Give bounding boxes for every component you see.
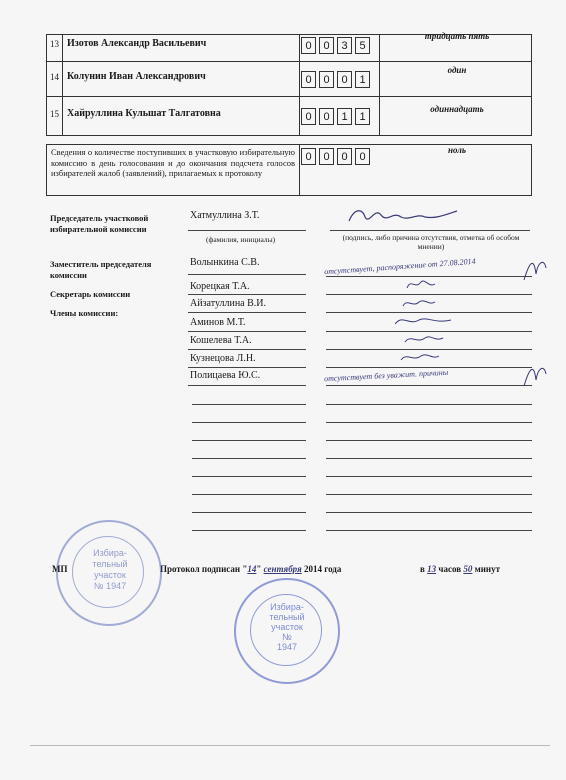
name-line [188, 385, 306, 386]
name-line [192, 404, 306, 405]
hours-label: часов [438, 564, 462, 574]
divider [379, 35, 380, 61]
member-name: Кошелева Т.А. [190, 335, 252, 346]
digit-box: 0 [301, 71, 316, 88]
complaint-digits [301, 148, 370, 165]
row-number: 13 [47, 35, 63, 61]
divider [379, 62, 380, 96]
digit-box: 0 [319, 148, 334, 165]
vote-digits [301, 71, 370, 88]
chair-label: Председатель участковой избирательной комиссии [50, 213, 149, 234]
votes-in-words: один [447, 65, 467, 75]
signed-month: сентября [263, 564, 302, 574]
signature-line [326, 512, 532, 513]
name-line [188, 230, 306, 231]
minutes-label: минут [474, 564, 501, 574]
digit-box: 0 [319, 108, 334, 125]
name-line [188, 331, 306, 332]
signature-line [326, 458, 532, 459]
name-line [192, 494, 306, 495]
divider [299, 145, 300, 195]
divider [299, 97, 300, 135]
signature-line [326, 440, 532, 441]
signed-line: Протокол подписан "14" сентября 2014 года [160, 564, 342, 574]
member-name: Кузнецова Л.Н. [190, 353, 256, 364]
stamp-text: Избира- [270, 602, 304, 612]
signature-line [326, 404, 532, 405]
member-name: Корецкая Т.А. [190, 281, 250, 292]
chair-name: Хатмуллина З.Т. [190, 210, 260, 221]
digit-box: 0 [301, 37, 316, 54]
digit-box: 1 [355, 71, 370, 88]
digit-box: 0 [337, 71, 352, 88]
digit-box: 0 [301, 108, 316, 125]
at-label: в [420, 564, 425, 574]
stamp-text: 1947 [276, 642, 298, 652]
digit-box: 0 [319, 71, 334, 88]
row-number: 14 [47, 62, 63, 96]
name-line [188, 312, 306, 313]
stamp-text: Избира- [93, 548, 127, 558]
hour-value: 13 [427, 564, 437, 574]
complaints-row [46, 144, 532, 196]
absence-note: отсутствует, распоряжение от 27.08.2014 [323, 256, 476, 277]
mp-label: МП [52, 564, 68, 574]
complaints-text: Сведения о количестве поступивших в участковую избирательную комиссию в день голосования и до окончания подсчета голосов избирателей жалоб (заявлений), прилагаемых к протоколу [51, 147, 295, 178]
name-line [192, 512, 306, 513]
caption-name: (фамилия, инициалы) [206, 235, 276, 244]
candidate-row [46, 31, 532, 62]
digit-box: 1 [337, 108, 352, 125]
candidate-name: Колунин Иван Александрович [67, 71, 206, 82]
commission-stamp [234, 578, 340, 684]
member-name: Аминов М.Т. [190, 317, 246, 328]
initials-mark [520, 254, 550, 284]
row-number: 15 [47, 97, 63, 135]
vote-digits [301, 37, 370, 54]
digit-box: 0 [337, 148, 352, 165]
stamp-text: участок [94, 570, 126, 580]
name-line [188, 367, 306, 368]
member-name: Полицаева Ю.С. [190, 370, 261, 381]
stamp-text: № 1947 [93, 581, 127, 591]
name-line [192, 422, 306, 423]
digit-box: 0 [319, 37, 334, 54]
signed-prefix: Протокол подписан " [160, 564, 248, 574]
page-bottom-rule [30, 745, 550, 746]
name-line [192, 530, 306, 531]
member-name: Волынкина С.В. [190, 257, 260, 268]
candidate-row [46, 61, 532, 97]
initials-mark [520, 360, 550, 390]
digit-box: 3 [337, 37, 352, 54]
candidate-name: Изотов Александр Васильевич [67, 38, 207, 49]
secretary-label: Секретарь комиссии [50, 289, 131, 299]
candidate-row [46, 96, 532, 136]
signature-line [326, 494, 532, 495]
name-line [188, 294, 306, 295]
name-line [192, 440, 306, 441]
digit-box: 5 [355, 37, 370, 54]
divider [379, 97, 380, 135]
caption-signature: (подпись, либо причина отсутствия, отметка об особом мнении) [342, 233, 520, 251]
minute-value: 50 [463, 564, 473, 574]
stamp-text: тельный [92, 559, 128, 569]
name-line [188, 274, 306, 275]
name-line [188, 349, 306, 350]
signature-line [326, 422, 532, 423]
digit-box: 0 [355, 148, 370, 165]
votes-in-words: тридцать пять [424, 31, 490, 41]
votes-in-words: одиннадцать [430, 104, 484, 114]
signed-year: 2014 года [303, 564, 342, 574]
stamp-text: № [282, 632, 292, 642]
divider [299, 62, 300, 96]
signature-line [326, 476, 532, 477]
member-name: Айзатуллина В.И. [190, 298, 267, 309]
name-line [192, 458, 306, 459]
signed-day: 14 [247, 564, 257, 574]
complaints-in-words: ноль [447, 145, 466, 155]
name-line [192, 476, 306, 477]
stamp-text: участок [271, 622, 303, 632]
chair-signature [345, 203, 465, 231]
absence-note: отсутствует без уважит. причины [323, 367, 449, 384]
signature-line [326, 530, 532, 531]
signed-time [420, 564, 500, 575]
member-signatures [395, 276, 455, 388]
candidate-name: Хайруллина Кульшат Талгатовна [67, 108, 221, 119]
digit-box: 1 [355, 108, 370, 125]
deputy-label: Заместитель председателя комиссии [50, 259, 152, 280]
stamp-text: тельный [269, 612, 305, 622]
commission-stamp [56, 520, 162, 626]
digit-box: 0 [301, 148, 316, 165]
members-label: Члены комиссии: [50, 308, 119, 318]
vote-digits [301, 108, 370, 125]
divider [299, 35, 300, 61]
